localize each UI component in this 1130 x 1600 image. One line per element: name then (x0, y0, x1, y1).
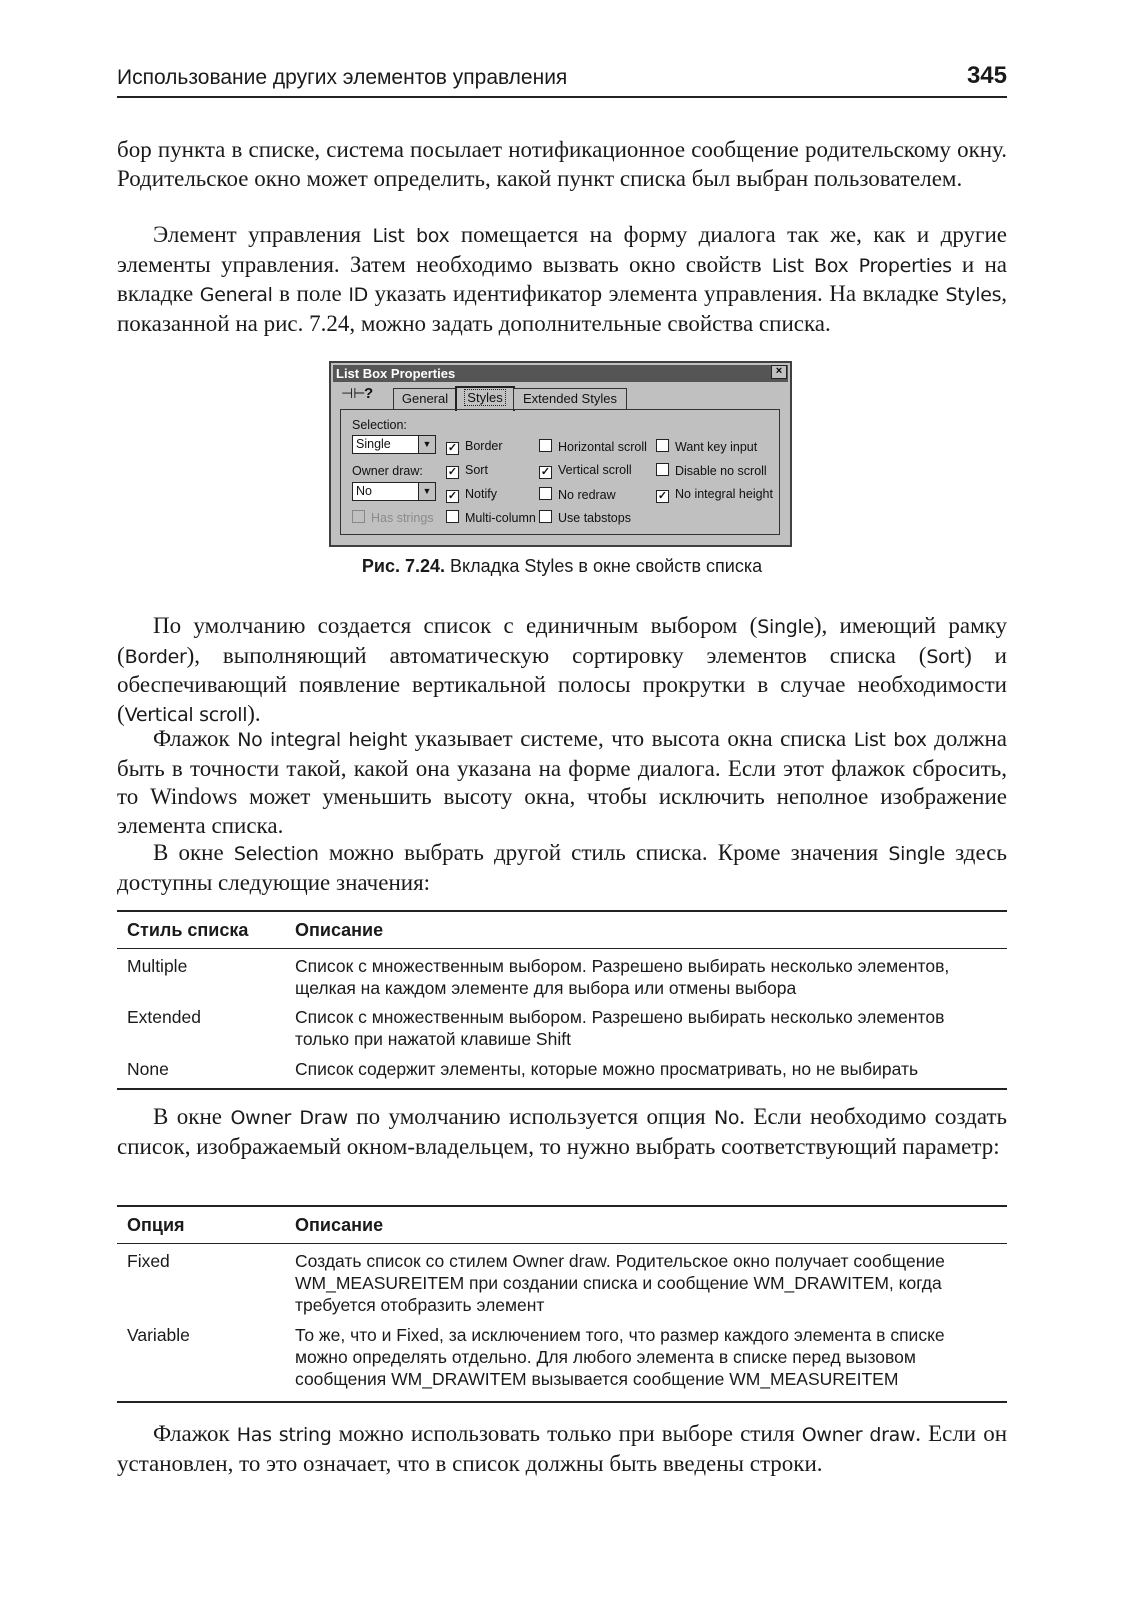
running-header (117, 62, 1007, 98)
table-rule (117, 1088, 1007, 1090)
code-term: Selection (233, 843, 319, 865)
checkbox-label: Horizontal scroll (558, 440, 647, 454)
pin-icon[interactable]: ⊣⊢ (341, 385, 366, 401)
checkbox-no-integral-height[interactable] (656, 487, 773, 503)
table-cell: Список с множественным выбором. Разрешено выбирать несколько элементов, щелкая на каждом элементе для выбора или отмены выбора (295, 956, 950, 998)
owner-draw-combo[interactable] (352, 482, 436, 501)
tab-label: Styles (464, 389, 505, 406)
checkbox-want-key-input[interactable] (656, 439, 757, 455)
checkbox-label: Multi-column (465, 511, 536, 525)
caption-label: Рис. 7.24. (361, 556, 445, 576)
check-icon: ✓ (540, 466, 551, 478)
help-icon[interactable]: ? (364, 385, 374, 402)
list-box-properties-dialog (329, 361, 792, 547)
checkbox-label: No integral height (675, 487, 773, 501)
checkbox-label: Want key input (675, 440, 758, 454)
paragraph-2 (117, 221, 1007, 338)
table-header: Описание (295, 920, 384, 940)
checkbox-label: Sort (465, 463, 488, 477)
check-icon: ✓ (447, 490, 458, 502)
header-title: Использование других элементов управления (117, 66, 568, 89)
checkbox-box (539, 439, 552, 452)
table-cell: То же, что и Fixed, за исключением того, что размер каждого элемента в списке можно определять отдельно. Для любого элемента в списке перед вызовом сообщения WM_DRAWITEM вызывается сообщение WM_MEASUREITEM (295, 1325, 945, 1389)
text-run: Флажок (153, 726, 238, 751)
checkbox-no-redraw[interactable] (539, 487, 616, 503)
checkbox-label: Has strings (371, 511, 434, 525)
checkbox-box (352, 510, 365, 523)
table-rule (117, 1205, 1007, 1207)
checkbox-box (656, 439, 669, 452)
checkbox-label: Notify (465, 487, 497, 501)
text-run: указывает системе, что высота окна списка (407, 726, 854, 751)
text-run: По умолчанию создается список с единичным выбором ( (153, 613, 758, 638)
checkbox-disable-no-scroll[interactable] (656, 463, 767, 479)
text-run: по умолчанию используется опция (347, 1104, 715, 1129)
chevron-down-icon[interactable]: ▼ (418, 483, 435, 500)
owner-draw-value: No (356, 484, 372, 498)
checkbox-label: Vertical scroll (558, 463, 632, 477)
paragraph-text: бор пункта в списке, система посылает нотификационное сообщение родительскому окну. Родительское окно может определить, какой пункт списка был выбран пользователем. (117, 137, 1007, 191)
tab-extended-styles[interactable] (513, 388, 627, 409)
table-cell: Extended (127, 1007, 201, 1027)
selection-combo[interactable] (352, 435, 436, 454)
text-run: можно использовать только при выборе стиля (331, 1421, 802, 1446)
checkbox-box (656, 463, 669, 476)
checkbox-use-tabstops[interactable] (539, 510, 631, 526)
tab-styles[interactable] (455, 386, 515, 411)
paragraph-1 (117, 136, 1007, 193)
text-run: помещается на форму диалога так же, как и другие элементы управления. Затем необходимо вызвать окно свойств (117, 222, 1007, 277)
selection-label: Selection: (352, 418, 407, 432)
code-term: List Box Properties (771, 254, 952, 277)
tab-label: Extended Styles (523, 391, 617, 406)
tab-label: General (401, 391, 449, 406)
text-run: Флажок (153, 1421, 237, 1446)
text-run: ), имеющий рамку ( (117, 613, 1007, 668)
checkbox-sort[interactable] (446, 463, 488, 479)
table-rule (117, 1243, 1007, 1244)
table-header: Опция (127, 1215, 185, 1235)
text-run: в поле (272, 281, 349, 307)
selection-value: Single (356, 437, 391, 451)
text-run: Элемент управления (153, 222, 373, 247)
code-term: Styles (945, 284, 1002, 307)
code-term: No (714, 1107, 740, 1129)
close-icon[interactable]: × (771, 365, 787, 379)
table-cell: Создать список со стилем Owner draw. Родительское окно получает сообщение WM_MEASUREITEM при создании списка и сообщение WM_DRAWITEM, когда требуется отобразить элемент (295, 1251, 945, 1315)
text-run: и на вкладке (117, 251, 1007, 307)
text-run: указать идентификатор элемента управления. На вкладке (367, 281, 946, 307)
checkbox-box (539, 487, 552, 500)
checkbox-box (539, 510, 552, 523)
text-run: , показанной на рис. 7.24, можно задать дополнительные свойства списка. (117, 281, 1008, 336)
checkbox-label: Use tabstops (558, 511, 631, 525)
code-term: Owner draw (801, 1424, 916, 1446)
table-rule (117, 910, 1007, 912)
text-run: здесь доступны следующие значения: (117, 840, 1007, 895)
paragraph-6 (117, 1103, 1007, 1161)
text-run: . Если необходимо создать список, изображаемый окном-владельцем, то нужно выбрать соответствующий параметр: (117, 1104, 1008, 1159)
checkbox-notify[interactable] (446, 487, 497, 503)
checkbox-label: Disable no scroll (675, 464, 767, 478)
code-term: No integral height (237, 729, 408, 751)
caption-text: Вкладка Styles в окне свойств списка (445, 556, 763, 576)
table-cell: Multiple (127, 956, 188, 976)
code-term: List box (853, 729, 927, 751)
table-cell: Список содержит элементы, которые можно просматривать, но не выбирать (295, 1059, 919, 1079)
styles-panel (340, 409, 780, 535)
dialog-title: List Box Properties (336, 366, 456, 381)
check-icon: ✓ (657, 490, 668, 502)
dialog-title-bar (333, 365, 788, 382)
paragraph-3 (117, 612, 1007, 729)
text-run: . Если он установлен, то это означает, что в список должны быть введены строки. (117, 1421, 1008, 1476)
code-term: List box (372, 225, 450, 247)
chevron-down-icon[interactable]: ▼ (418, 436, 435, 453)
table-header: Стиль списка (127, 920, 249, 940)
paragraph-5 (117, 839, 1007, 897)
check-icon: ✓ (447, 442, 458, 454)
code-term: Single (888, 843, 945, 865)
code-term: Border (124, 645, 187, 668)
styles-table (117, 910, 1007, 1090)
options-table (117, 1205, 1007, 1403)
check-icon: ✓ (447, 466, 458, 478)
text-run: В окне (153, 840, 234, 865)
code-term: Owner Draw (230, 1107, 348, 1129)
owner-draw-label: Owner draw: (352, 464, 423, 478)
text-run: можно выбрать другой стиль списка. Кроме значения (318, 840, 889, 865)
checkbox-label: Border (465, 439, 503, 453)
page-number: 345 (966, 62, 1007, 89)
checkbox-box (446, 510, 459, 523)
checkbox-label: No redraw (558, 488, 616, 502)
table-cell: Список с множественным выбором. Разрешено выбирать несколько элементов только при нажатой клавише Shift (295, 1007, 945, 1049)
table-rule (117, 948, 1007, 949)
code-term: Has string (236, 1424, 332, 1446)
code-term: Vertical scroll (124, 703, 248, 726)
code-term: General (199, 284, 273, 307)
paragraph-7 (117, 1420, 1007, 1478)
tab-general[interactable] (393, 388, 457, 409)
text-run: ) и обеспечивающий появление вертикальной полосы прокрутки в случае необходимости ( (117, 642, 1007, 726)
checkbox-vertical-scroll[interactable] (539, 463, 632, 479)
paragraph-4 (117, 725, 1007, 840)
code-term: Single (757, 616, 814, 638)
checkbox-horizontal-scroll[interactable] (539, 439, 647, 455)
text-run: должна быть в точности такой, какой она указана на форме диалога. Если этот флажок сбросить, то Windows может уменьшить высоту окна, чтобы исключить неполное изображение элемента списка. (117, 726, 1007, 838)
text-run: ), выполняющий автоматическую сортировку элементов списка ( (186, 642, 927, 668)
text-run: В окне (153, 1104, 231, 1129)
table-cell: Fixed (127, 1251, 170, 1271)
checkbox-border[interactable] (446, 439, 503, 455)
table-header: Описание (295, 1215, 384, 1235)
code-term: ID (348, 284, 368, 307)
checkbox-has-strings[interactable] (352, 510, 434, 526)
checkbox-multi-column[interactable] (446, 510, 536, 526)
table-cell: Variable (127, 1325, 190, 1345)
code-term: Sort (926, 645, 965, 668)
text-run: ). (247, 700, 261, 726)
table-cell: None (127, 1059, 169, 1079)
table-rule (117, 1401, 1007, 1403)
figure-caption (117, 556, 1007, 577)
